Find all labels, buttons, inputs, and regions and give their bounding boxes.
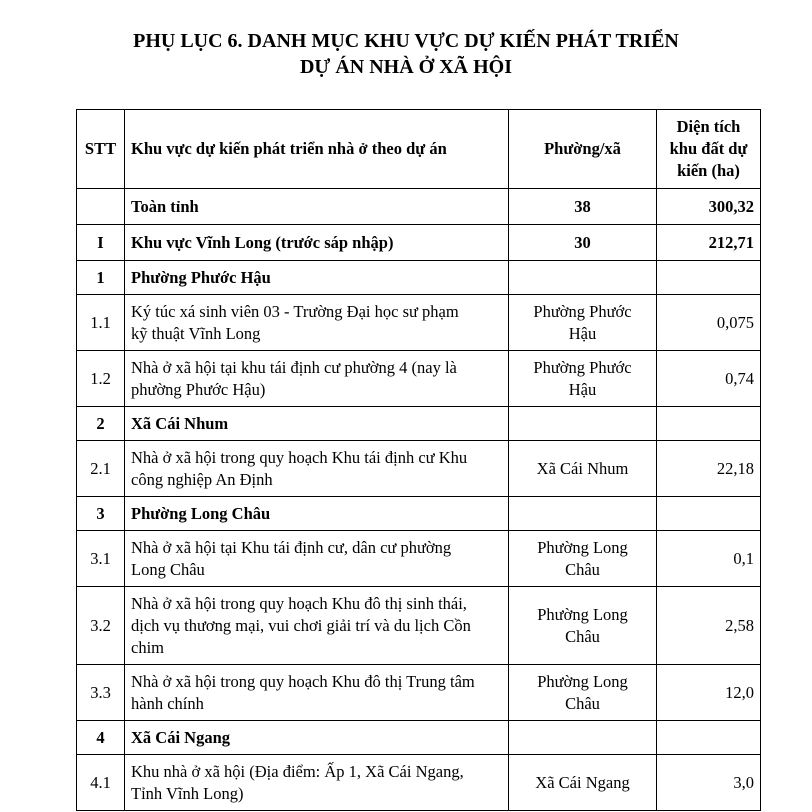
row-area: 22,18: [657, 441, 761, 497]
row-stt: 2.1: [77, 441, 125, 497]
row-ward: [509, 665, 657, 721]
row-name: [125, 441, 509, 497]
row-ward-line-2: Hậu: [568, 323, 597, 343]
table-row: [77, 407, 761, 441]
row-ward: [509, 407, 657, 441]
row-name-line-2: công nghiệp An Định: [131, 469, 273, 489]
table-row: [77, 497, 761, 531]
row-name: [125, 665, 509, 721]
row-stt: 4: [77, 721, 125, 755]
row-stt: 3.1: [77, 531, 125, 587]
table-row: [77, 441, 761, 497]
row-ward-line-2: Châu: [565, 626, 600, 646]
row-ward: [509, 721, 657, 755]
table-row: [77, 665, 761, 721]
row-ward-line-2: Hậu: [568, 379, 597, 399]
row-ward: 30: [509, 225, 657, 261]
row-name: [125, 587, 509, 665]
row-stt: 4.1: [77, 755, 125, 811]
row-name: Phường Phước Hậu: [125, 261, 509, 295]
row-stt: 3.2: [77, 587, 125, 665]
row-name-line-2: Tỉnh Vĩnh Long): [131, 783, 244, 803]
header-ward: Phường/xã: [509, 110, 657, 189]
row-stt: 3: [77, 497, 125, 531]
row-name: [125, 531, 509, 587]
row-name: Toàn tỉnh: [125, 189, 509, 225]
table-row: [77, 295, 761, 351]
table-row: [77, 351, 761, 407]
row-ward: [509, 531, 657, 587]
row-ward-line-2: Châu: [565, 559, 600, 579]
row-area: [657, 261, 761, 295]
row-name-line-2: phường Phước Hậu): [131, 379, 266, 399]
row-name-line-3: chim: [131, 637, 164, 657]
header-land-area-line-3: kiến (ha): [677, 161, 740, 180]
row-ward: [509, 587, 657, 665]
table-row: [77, 587, 761, 665]
row-stt: [77, 189, 125, 225]
row-name: Xã Cái Ngang: [125, 721, 509, 755]
row-stt: 1.1: [77, 295, 125, 351]
row-name-line-1: Ký túc xá sinh viên 03 - Trường Đại học sư phạm: [131, 301, 459, 321]
row-name-line-1: Khu nhà ở xã hội (Địa điểm: Ấp 1, Xã Cái Ngang,: [131, 761, 464, 781]
row-stt: 1.2: [77, 351, 125, 407]
row-ward: Xã Cái Nhum: [509, 441, 657, 497]
row-ward: [509, 261, 657, 295]
row-area: [657, 407, 761, 441]
row-name-line-2: Long Châu: [131, 559, 205, 579]
row-area: 212,71: [657, 225, 761, 261]
header-land-area-line-1: Diện tích: [676, 117, 741, 136]
document-title-line-1: PHỤ LỤC 6. DANH MỤC KHU VỰC DỰ KIẾN PHÁT TRIỂN: [133, 30, 679, 52]
row-ward-line-1: Phường Long: [537, 604, 628, 624]
row-name-line-1: Nhà ở xã hội tại khu tái định cư phường 4 (nay là: [131, 357, 457, 377]
document-title-line-2: DỰ ÁN NHÀ Ở XÃ HỘI: [299, 56, 513, 78]
row-name: [125, 351, 509, 407]
row-area: [657, 721, 761, 755]
row-name-line-2: hành chính: [131, 693, 204, 713]
row-name-line-2: kỹ thuật Vĩnh Long: [131, 323, 261, 343]
table-row: [77, 721, 761, 755]
row-ward: 38: [509, 189, 657, 225]
row-ward-line-1: Phường Phước: [533, 357, 632, 377]
row-ward: [509, 351, 657, 407]
row-area: 0,74: [657, 351, 761, 407]
row-ward-line-1: Phường Phước: [533, 301, 632, 321]
header-stt: STT: [77, 110, 125, 189]
row-ward: [509, 295, 657, 351]
row-ward-line-1: Phường Long: [537, 537, 628, 557]
row-area: 0,1: [657, 531, 761, 587]
header-land-area-line-2: khu đất dự: [669, 139, 748, 158]
table-row: [77, 189, 761, 225]
row-ward: Xã Cái Ngang: [509, 755, 657, 811]
row-area: 3,0: [657, 755, 761, 811]
row-name: [125, 295, 509, 351]
row-name: Khu vực Vĩnh Long (trước sáp nhập): [125, 225, 509, 261]
row-name-line-1: Nhà ở xã hội trong quy hoạch Khu đô thị Trung tâm: [131, 671, 475, 691]
row-name-line-1: Nhà ở xã hội trong quy hoạch Khu tái định cư Khu: [131, 447, 468, 467]
table-row: [77, 531, 761, 587]
header-land-area: [657, 110, 761, 189]
row-ward-line-2: Châu: [565, 693, 600, 713]
table-row: [77, 755, 761, 811]
row-name: [125, 755, 509, 811]
row-name-line-1: Nhà ở xã hội tại Khu tái định cư, dân cư phường: [131, 537, 452, 557]
row-name: Xã Cái Nhum: [125, 407, 509, 441]
row-area: 12,0: [657, 665, 761, 721]
row-area: [657, 497, 761, 531]
header-area-name: Khu vực dự kiến phát triển nhà ở theo dự án: [125, 110, 509, 189]
row-ward-line-1: Phường Long: [537, 671, 628, 691]
row-name-line-1: Nhà ở xã hội trong quy hoạch Khu đô thị sinh thái,: [131, 593, 467, 613]
row-stt: 3.3: [77, 665, 125, 721]
table-header-row: [77, 110, 761, 189]
row-stt: I: [77, 225, 125, 261]
table-row: [77, 225, 761, 261]
row-name-line-2: dịch vụ thương mại, vui chơi giải trí và du lịch Cồn: [131, 615, 471, 635]
row-area: 0,075: [657, 295, 761, 351]
row-area: 2,58: [657, 587, 761, 665]
row-stt: 2: [77, 407, 125, 441]
row-stt: 1: [77, 261, 125, 295]
row-name: Phường Long Châu: [125, 497, 509, 531]
housing-area-table: [76, 109, 761, 811]
table-row: [77, 261, 761, 295]
row-area: 300,32: [657, 189, 761, 225]
row-ward: [509, 497, 657, 531]
